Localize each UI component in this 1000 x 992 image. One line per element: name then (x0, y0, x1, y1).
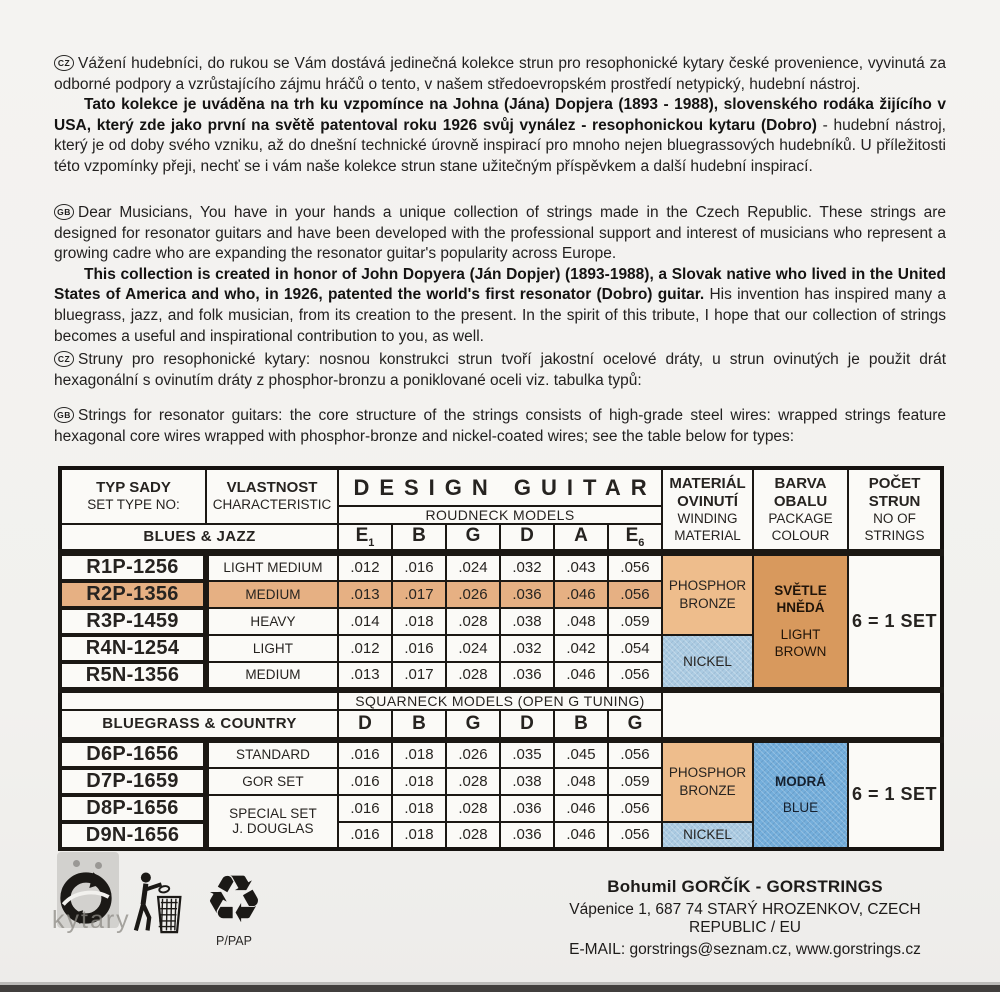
string-spec-table: TYP SADY SET TYPE NO: VLASTNOST CHARACTERISTIC DESIGN GUITAR MATERIÁL OVINUTÍ WINDING MATERIAL BARVA OBALU PACKAGE COLOUR POČET STRUN NO OF STRINGS ROUDNECK MODELS BLUES & JAZZ $E_1$ B G D A $E_6$ R1P-1256 LIGHT MEDIUM .012 .016 .024 .032 .043 .056 PHOSPHOR BRONZE SVĚTLE HNĚDÁ LIGHT BROWN 6 = 1 SET R2P-1356 MEDIUM .013 .017 .026 .036 .046 .056 R3P-1459 HEAVY .014 .018 .028 .038 .048 .059 R4N-1254 LIGHT .012 .016 .024 .032 .042 .054 NICKEL R5N-1356 MEDIUM .013 .017 .028 .036 .046 .056 SQUARNECK MODELS (OPEN G TUNING) BLUEGRASS & COUNTRY D B G D B G D6P-1656 STANDARD .016 .018 .026 .035 .045 .056 PHOSPHOR BRONZE MODRÁ BLUE 6 = 1 SET D7P-1659 GOR SET .016 .018 .028 .038 .048 .059 D8P-1656 SPECIAL SET J. DOUGLAS .016 .018 .028 .036 .046 .056 D9N-1656 .016 .018 .028 .036 .046 .056 NICKEL (58, 466, 944, 851)
note-col-4: D (500, 524, 554, 552)
paragraph-gb-intro (54, 203, 946, 347)
table-row: D9N-1656 .016 .018 .028 .036 .046 .056 NICKEL (60, 822, 942, 849)
paper-material-code: P/PAP (216, 934, 252, 948)
gauge-name: LIGHT MEDIUM (206, 552, 338, 581)
cz-tribute-rest: - hudební nástroj, který je od doby svého vzniku, až do dnešní technické úrovně inspirací pro mnoho nejen bluegrassových hudebníků. U příležitosti této vzpomínky přeji, nechť se i vám naše kolekce strun stane užitečným příspěvkem a další hudební inspirací. (54, 116, 946, 175)
header-design-guitar: DESIGN GUITAR (338, 468, 662, 506)
table-row: R5N-1356 MEDIUM .013 .017 .028 .036 .046 .056 (60, 662, 942, 690)
gb-tribute-bold: This collection is created in honor of John Dopyera (Ján Dopjer) (1893-1988), a Slovak native who lived in the United States of America and who, in 1926, patented the world's first resonator (Dobro) guitar. (54, 265, 946, 304)
table-row: R4N-1254 LIGHT .012 .016 .024 .032 .042 .054 NICKEL (60, 635, 942, 662)
watermark-text: kytary (52, 906, 131, 934)
header-package-colour: BARVA OBALU PACKAGE COLOUR (753, 468, 848, 552)
winding-phosphor-bronze: PHOSPHOR BRONZE (662, 552, 753, 635)
scan-edge (0, 985, 1000, 992)
gauge-name-special: SPECIAL SET J. DOUGLAS (206, 795, 338, 849)
header-winding-material: MATERIÁL OVINUTÍ WINDING MATERIAL (662, 468, 753, 552)
winding-nickel: NICKEL (662, 635, 753, 690)
table-row-highlighted: R2P-1356 MEDIUM .013 .017 .026 .036 .046 .056 (60, 581, 942, 608)
recycling-mobius-icon: ♻ (204, 862, 264, 936)
set-code: R2P-1356 (60, 581, 206, 608)
cz-strings-text: Struny pro resophonické kytary: nosnou konstrukci strun tvoří jakostní ocelové dráty, u strun ovinutých je použit drát hexagonální s ovinutím dráty z phosphor-bronzu a poniklované oceli viz. tabulka typů: (54, 351, 946, 389)
table-row: D6P-1656 STANDARD .016 .018 .026 .035 .045 .056 PHOSPHOR BRONZE MODRÁ BLUE 6 = 1 SET (60, 740, 942, 768)
package-light-brown: SVĚTLE HNĚDÁ LIGHT BROWN (753, 552, 848, 690)
paragraph-cz-intro (54, 54, 946, 178)
table-row: R1P-1256 LIGHT MEDIUM .012 .016 .024 .032 .043 .056 PHOSPHOR BRONZE SVĚTLE HNĚDÁ LIGHT BROWN 6 = 1 SET (60, 552, 942, 581)
winding-phosphor-bronze: PHOSPHOR BRONZE (662, 740, 753, 822)
set-code: R4N-1254 (60, 635, 206, 662)
set-code: R5N-1356 (60, 662, 206, 690)
gb-country-badge: GB (54, 407, 74, 423)
set-count: 6 = 1 SET (848, 552, 942, 690)
winding-nickel: NICKEL (662, 822, 753, 849)
header-set-type: TYP SADY SET TYPE NO: (60, 468, 206, 524)
set-code: D9N-1656 (60, 822, 206, 849)
paragraph-cz-strings (54, 350, 946, 391)
note-col-5: A (554, 524, 608, 552)
note-col-6: $E_6$ (608, 524, 662, 552)
company-contact: E-MAIL: gorstrings@seznam.cz, www.gorstrings.cz (569, 941, 921, 958)
tidy-man-litter-icon (129, 872, 185, 936)
spacer-cell (662, 690, 942, 740)
table-row: D7P-1659 GOR SET .016 .018 .028 .038 .048 .059 (60, 768, 942, 795)
spacer-cell (60, 690, 338, 710)
set-code: R3P-1459 (60, 608, 206, 635)
set-code: D8P-1656 (60, 795, 206, 822)
table-row: R3P-1459 HEAVY .014 .018 .028 .038 .048 .059 (60, 608, 942, 635)
cz-intro-text: Vážení hudebníci, do rukou se Vám dostává jedinečná kolekce strun pro resophonické kytary české provenience, vyvinutá za odborné podpory a vzrůstajícího zájmu hráčů o tento, v našem středoevropském prostředí netypický, hudební nástroj. (54, 55, 946, 93)
gb-intro-text: Dear Musicians, You have in your hands a unique collection of strings made in the Czech Republic. These strings are designed for resonator guitars and have been developed with the professional support and interest of musicians who represent a growing cadre who are expanding the resonator guitar's popularity across Europe. (54, 204, 946, 263)
header-no-of-strings: POČET STRUN NO OF STRINGS (848, 468, 942, 552)
note-col-3: G (446, 524, 500, 552)
header-roundneck-models: ROUDNECK MODELS (338, 506, 662, 524)
gb-strings-text: Strings for resonator guitars: the core structure of the strings consists of high-grade steel wires: wrapped strings feature hexagonal core wires wrapped with phosphor-bronze and nickel-coated wires; see the table below for types: (54, 407, 946, 445)
package-blue: MODRÁ BLUE (753, 740, 848, 849)
set-count: 6 = 1 SET (848, 740, 942, 849)
header-blues-jazz: BLUES & JAZZ (60, 524, 338, 552)
header-bluegrass-country: BLUEGRASS & COUNTRY (60, 710, 338, 740)
paragraph-gb-strings (54, 406, 946, 447)
note-col-1: $E_1$ (338, 524, 392, 552)
gb-tribute-rest: His invention has inspired many a bluegrass, jazz, and folk musician, from its creation to the present. In the spirit of this tribute, I hope that our collection of strings becomes a useful and inspirational contribution to you, as well. (54, 286, 946, 345)
gb-country-badge: GB (54, 204, 74, 220)
manufacturer-block (535, 877, 955, 959)
set-code: D6P-1656 (60, 740, 206, 768)
cz-country-badge: CZ (54, 55, 74, 71)
cz-tribute-bold: Tato kolekce je uváděna na trh ku vzpomínce na Johna (Jána) Dopjera (1893 - 1988), slovenského rodáka žijícího v USA, který zde jako první na světě patentoval roku 1926 svůj vynález - resophonickou kytaru (Dobro) (54, 96, 946, 134)
cz-country-badge: CZ (54, 351, 74, 367)
company-name: Bohumil GORČÍK - GORSTRINGS (607, 877, 883, 896)
set-code: D7P-1659 (60, 768, 206, 795)
set-code: R1P-1256 (60, 552, 206, 581)
header-squareneck-models: SQUARNECK MODELS (OPEN G TUNING) (338, 690, 662, 710)
note-col-2: B (392, 524, 446, 552)
company-address: Vápenice 1, 687 74 STARÝ HROZENKOV, CZECH REPUBLIC / EU (569, 901, 921, 936)
table-row: D8P-1656 SPECIAL SET J. DOUGLAS .016 .018 .028 .036 .046 .056 (60, 795, 942, 822)
header-characteristic: VLASTNOST CHARACTERISTIC (206, 468, 338, 524)
